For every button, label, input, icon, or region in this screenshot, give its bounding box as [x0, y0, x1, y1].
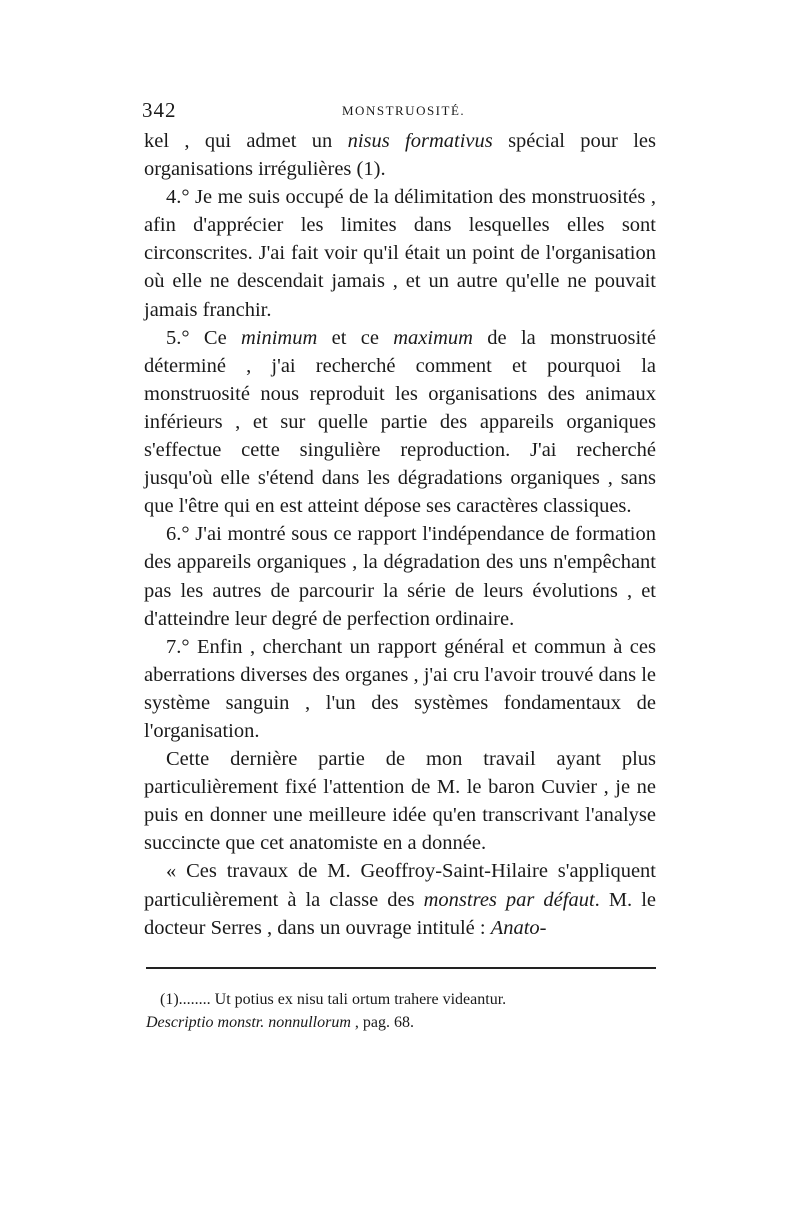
- paragraph-4: 4.° Je me suis occupé de la délimitation des monstruosités , afin d'apprécier les limites dans lesquelles elles sont circonscrites. J'ai fait voir qu'il était un point de l'organisation où elle ne descendait jamais , et un autre qu'elle ne pouvait jamais franchir.: [144, 186, 656, 321]
- paragraph-5: [144, 324, 656, 521]
- body-text: [144, 127, 656, 942]
- footnote-line: (1)........ Ut potius ex nisu tali ortum trahere videantur.: [160, 991, 507, 1008]
- text-run: 5.° Ce: [166, 326, 241, 349]
- italic-term: nisus formativus: [347, 130, 493, 152]
- footnote: [146, 988, 658, 1034]
- footnote-citation: [146, 1011, 658, 1034]
- paragraph-7: 7.° Enfin , cherchant un rapport général et commun à ces aberrations diverses des organes , j'ai cru l'avoir trouvé dans le système sanguin , l'un des systèmes fondamentaux de l'organisation.: [144, 635, 656, 742]
- text-run: et ce: [317, 326, 394, 349]
- page-number: 342: [142, 98, 177, 122]
- text-run: kel , qui admet un: [144, 130, 348, 152]
- paragraph-6: 6.° J'ai montré sous ce rapport l'indépendance de formation des appareils organiques , la dégradation des uns n'empêchant pas les autres de parcourir la série de leurs évolutions , et d'atteindre leur degré de perfection ordinaire.: [144, 523, 656, 630]
- italic-citation: Descriptio monstr. nonnullorum: [146, 1014, 351, 1031]
- italic-term: Anato-: [490, 916, 547, 939]
- text-run: , pag. 68.: [350, 1014, 415, 1031]
- text-run: « Ces travaux de M. Geoffroy-Saint-Hilaire s'appliquent particulièrement à la classe des: [144, 860, 656, 911]
- italic-term: maximum: [393, 326, 473, 349]
- text-run: de la monstruosité déterminé , j'ai recherché comment et pourquoi la monstruosité nous reproduit les organisations des animaux inférieurs , et sur quelle partie des appareils organiques s'effectue cette singulière reproduction. J'ai recherché jusqu'où elle s'étend dans les dégradations organiques , sans que l'être qui en est atteint dépose ses caractères classiques.: [144, 326, 656, 518]
- text-run: . M. le docteur Serres , dans un ouvrage intitulé :: [144, 888, 656, 939]
- paragraph-cuvier: Cette dernière partie de mon travail ayant plus particulièrement fixé l'attention de M. le baron Cuvier , je ne puis en donner une meilleure idée qu'en transcrivant l'analyse succincte que cet anatomiste en a donnée.: [144, 748, 656, 855]
- italic-term: minimum: [240, 326, 318, 349]
- text-run: spécial pour les organisations irrégulières (1).: [144, 130, 656, 181]
- page-header: [142, 98, 652, 128]
- footnote-rule: [146, 967, 656, 969]
- paragraph-continuation: [144, 127, 656, 183]
- italic-term: monstres par défaut: [423, 888, 595, 911]
- running-title: MONSTRUOSITÉ.: [342, 103, 466, 118]
- paragraph-quote: [144, 857, 656, 941]
